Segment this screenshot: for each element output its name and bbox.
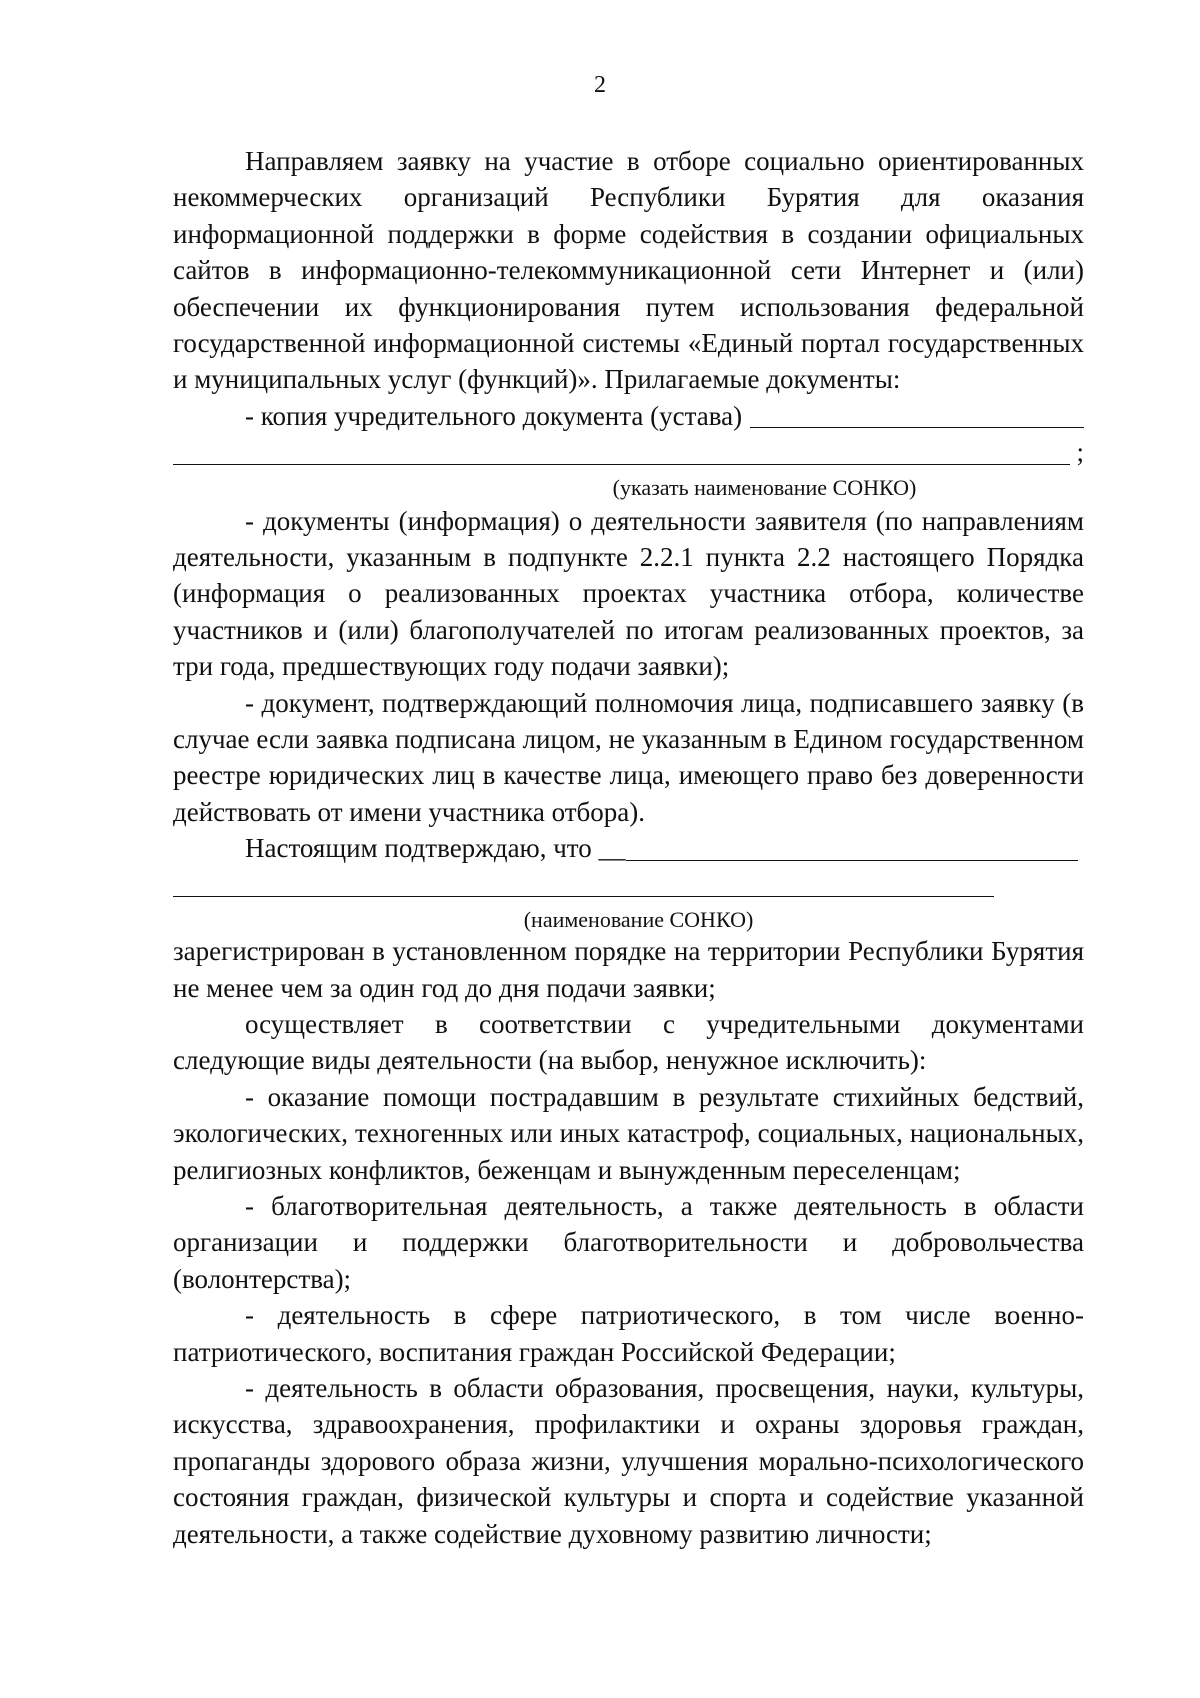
page-number: 2 [594, 72, 606, 98]
charter-caption: (указать наименование СОНКО) [612, 474, 917, 500]
authority-paragraph: - документ, подтверждающий полномочия лица, подписавшего заявку (в случае если заявка подписана лицом, не указанным в Едином государственном реестре юридических лиц в качестве лица, имеющего право без доверенности действовать от имени участника отбора). [173, 687, 1084, 827]
intro-paragraph: Направляем заявку на участие в отборе социально ориентированных некоммерческих организаций Республики Бурятия для оказания информационной поддержки в форме содействия в создании официальных сайтов в информационно-телекоммуникационной сети Интернет и (или) обеспечении их функционирования путем использования федеральной государственной информационной системы «Единый портал государственных и муниципальных услуг (функций)». Прилагаемые документы: [173, 146, 1084, 395]
activity-docs-paragraph: - документы (информация) о деятельности заявителя (по направлениям деятельности, указанным в подпункте 2.2.1 пункта 2.2 настоящего Порядка (информация о реализованных проектах участника отбора, количестве участников и (или) благополучателей по итогам реализованных проектов, за три года, предшествующих году подачи заявки); [173, 505, 1084, 682]
document-body [173, 143, 1084, 1552]
charter-blank-field-2 [173, 436, 1070, 465]
activity-item-4: - деятельность в области образования, просвещения, науки, культуры, искусства, здравоохранения, профилактики и охраны здоровья граждан, пропаганды здорового образа жизни, улучшения морально-психологического состояния граждан, физической культуры и спорта и содействие указанной деятельности, а также содействие духовному развитию личности; [173, 1372, 1084, 1549]
confirm-line [173, 830, 1084, 866]
activity-item-1: - оказание помощи пострадавшим в результате стихийных бедствий, экологических, техногенных или иных катастроф, социальных, национальных, религиозных конфликтов, беженцам и вынужденным переселенцам; [173, 1081, 1084, 1185]
registered-paragraph: зарегистрирован в установленном порядке на территории Республики Бурятия не менее чем за один год до дня подачи заявки; [173, 936, 1084, 1003]
activities-intro-paragraph: осуществляет в соответствии с учредительными документами следующие виды деятельности (на выбор, ненужное исключить): [173, 1008, 1084, 1076]
charter-line-end: ; [1076, 437, 1084, 468]
activity-item-2: - благотворительная деятельность, а также деятельность в области организации и поддержки благотворительности и добровольчества (волонтерства); [173, 1190, 1084, 1294]
activity-item-3: - деятельность в сфере патриотического, в том числе военно-патриотического, воспитания граждан Российской Федерации; [173, 1300, 1084, 1367]
name-blank-field [173, 868, 994, 897]
charter-blank-field [750, 399, 1084, 428]
charter-line [173, 398, 1084, 434]
name-blank-line [173, 867, 1084, 903]
confirm-blank-field [626, 832, 1079, 861]
charter-blank-line [173, 434, 1084, 470]
confirm-label: Настоящим подтверждаю, что __ [245, 833, 626, 864]
charter-label: - копия учредительного документа (устава) [245, 400, 743, 431]
name-caption: (наименование СОНКО) [523, 907, 754, 933]
